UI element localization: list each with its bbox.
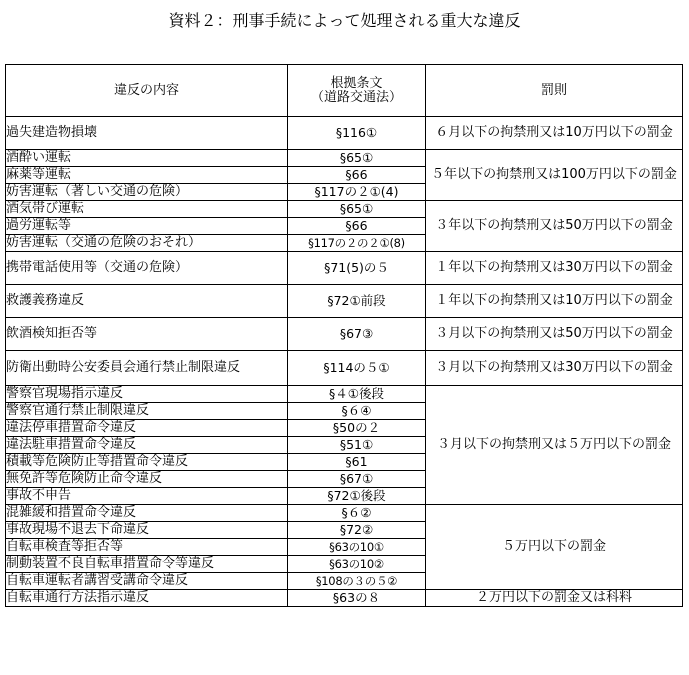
header-article-line2: （道路交通法） (310, 89, 402, 105)
article-cell: §６② (288, 505, 426, 522)
article-cell: §117の２の２①(8) (288, 235, 426, 252)
article-cell: §50の２ (288, 420, 426, 437)
table-row (6, 252, 683, 285)
violation-content-cell: 混雑緩和措置命令違反 (6, 505, 288, 522)
penalty-cell: １年以下の拘禁刑又は30万円以下の罰金 (426, 252, 683, 285)
violation-content-cell: 警察官現場指示違反 (6, 386, 288, 403)
article-cell: §６④ (288, 403, 426, 420)
article-cell: §４①後段 (288, 386, 426, 403)
violation-content-cell: 救護義務違反 (6, 285, 288, 318)
violation-content-cell: 過失建造物損壊 (6, 117, 288, 150)
table-row (6, 117, 683, 150)
violation-content-cell: 過労運転等 (6, 218, 288, 235)
violation-content-cell: 妨害運転（交通の危険のおそれ） (6, 235, 288, 252)
violation-content-cell: 麻薬等運転 (6, 167, 288, 184)
penalty-cell: ３月以下の拘禁刑又は５万円以下の罰金 (426, 386, 683, 505)
violation-content-cell: 積載等危険防止等措置命令違反 (6, 454, 288, 471)
penalty-cell: ５年以下の拘禁刑又は100万円以下の罰金 (426, 150, 683, 201)
violation-content-cell: 自転車運転者講習受講命令違反 (6, 573, 288, 590)
header-row (6, 65, 683, 117)
article-cell: §63の10① (288, 539, 426, 556)
article-cell: §66 (288, 167, 426, 184)
table-body (6, 117, 683, 607)
table-row (6, 590, 683, 607)
table-row (6, 386, 683, 403)
violation-content-cell: 携帯電話使用等（交通の危険） (6, 252, 288, 285)
article-cell: §67③ (288, 318, 426, 351)
table-row (6, 150, 683, 167)
article-cell: §67① (288, 471, 426, 488)
article-cell: §72①後段 (288, 488, 426, 505)
violation-content-cell: 飲酒検知拒否等 (6, 318, 288, 351)
violation-content-cell: 制動装置不良自転車措置命令等違反 (6, 556, 288, 573)
violation-content-cell: 酒気帯び運転 (6, 201, 288, 218)
violation-content-cell: 警察官通行禁止制限違反 (6, 403, 288, 420)
violation-content-cell: 事故現場不退去下命違反 (6, 522, 288, 539)
table-row (6, 201, 683, 218)
article-cell: §114の５① (288, 351, 426, 386)
penalty-cell: ３月以下の拘禁刑又は30万円以下の罰金 (426, 351, 683, 386)
violations-table (5, 64, 683, 607)
page-title: 資料２：刑事手続によって処理される重大な違反 (168, 11, 521, 30)
penalty-cell: ５万円以下の罰金 (426, 505, 683, 590)
article-cell: §65① (288, 201, 426, 218)
article-cell: §72② (288, 522, 426, 539)
article-cell: §108の３の５② (288, 573, 426, 590)
article-cell: §65① (288, 150, 426, 167)
penalty-cell: ３月以下の拘禁刑又は50万円以下の罰金 (426, 318, 683, 351)
penalty-cell: ３年以下の拘禁刑又は50万円以下の罰金 (426, 201, 683, 252)
table-row (6, 285, 683, 318)
violation-content-cell: 妨害運転（著しい交通の危険） (6, 184, 288, 201)
header-penalty: 罰則 (426, 65, 683, 117)
violation-content-cell: 酒酔い運転 (6, 150, 288, 167)
violation-content-cell: 違法停車措置命令違反 (6, 420, 288, 437)
article-cell: §117の２①(4) (288, 184, 426, 201)
article-cell: §71(5)の５ (288, 252, 426, 285)
violation-content-cell: 自転車検査等拒否等 (6, 539, 288, 556)
header-content: 違反の内容 (6, 65, 288, 117)
article-cell: §63の８ (288, 590, 426, 607)
table-row (6, 505, 683, 522)
table-row (6, 351, 683, 386)
penalty-cell: １年以下の拘禁刑又は10万円以下の罰金 (426, 285, 683, 318)
violation-content-cell: 防衛出動時公安委員会通行禁止制限違反 (6, 351, 288, 386)
article-cell: §116① (288, 117, 426, 150)
article-cell: §51① (288, 437, 426, 454)
article-cell: §61 (288, 454, 426, 471)
article-cell: §66 (288, 218, 426, 235)
penalty-cell: ２万円以下の罰金又は科料 (426, 590, 683, 607)
table-header (6, 65, 683, 117)
violation-content-cell: 自転車通行方法指示違反 (6, 590, 288, 607)
article-cell: §72①前段 (288, 285, 426, 318)
table-row (6, 318, 683, 351)
violation-content-cell: 事故不申告 (6, 488, 288, 505)
penalty-cell: ６月以下の拘禁刑又は10万円以下の罰金 (426, 117, 683, 150)
header-article (288, 65, 426, 117)
article-cell: §63の10② (288, 556, 426, 573)
violation-content-cell: 違法駐車措置命令違反 (6, 437, 288, 454)
header-article-line1: 根拠条文 (330, 75, 383, 91)
violation-content-cell: 無免許等危険防止命令違反 (6, 471, 288, 488)
